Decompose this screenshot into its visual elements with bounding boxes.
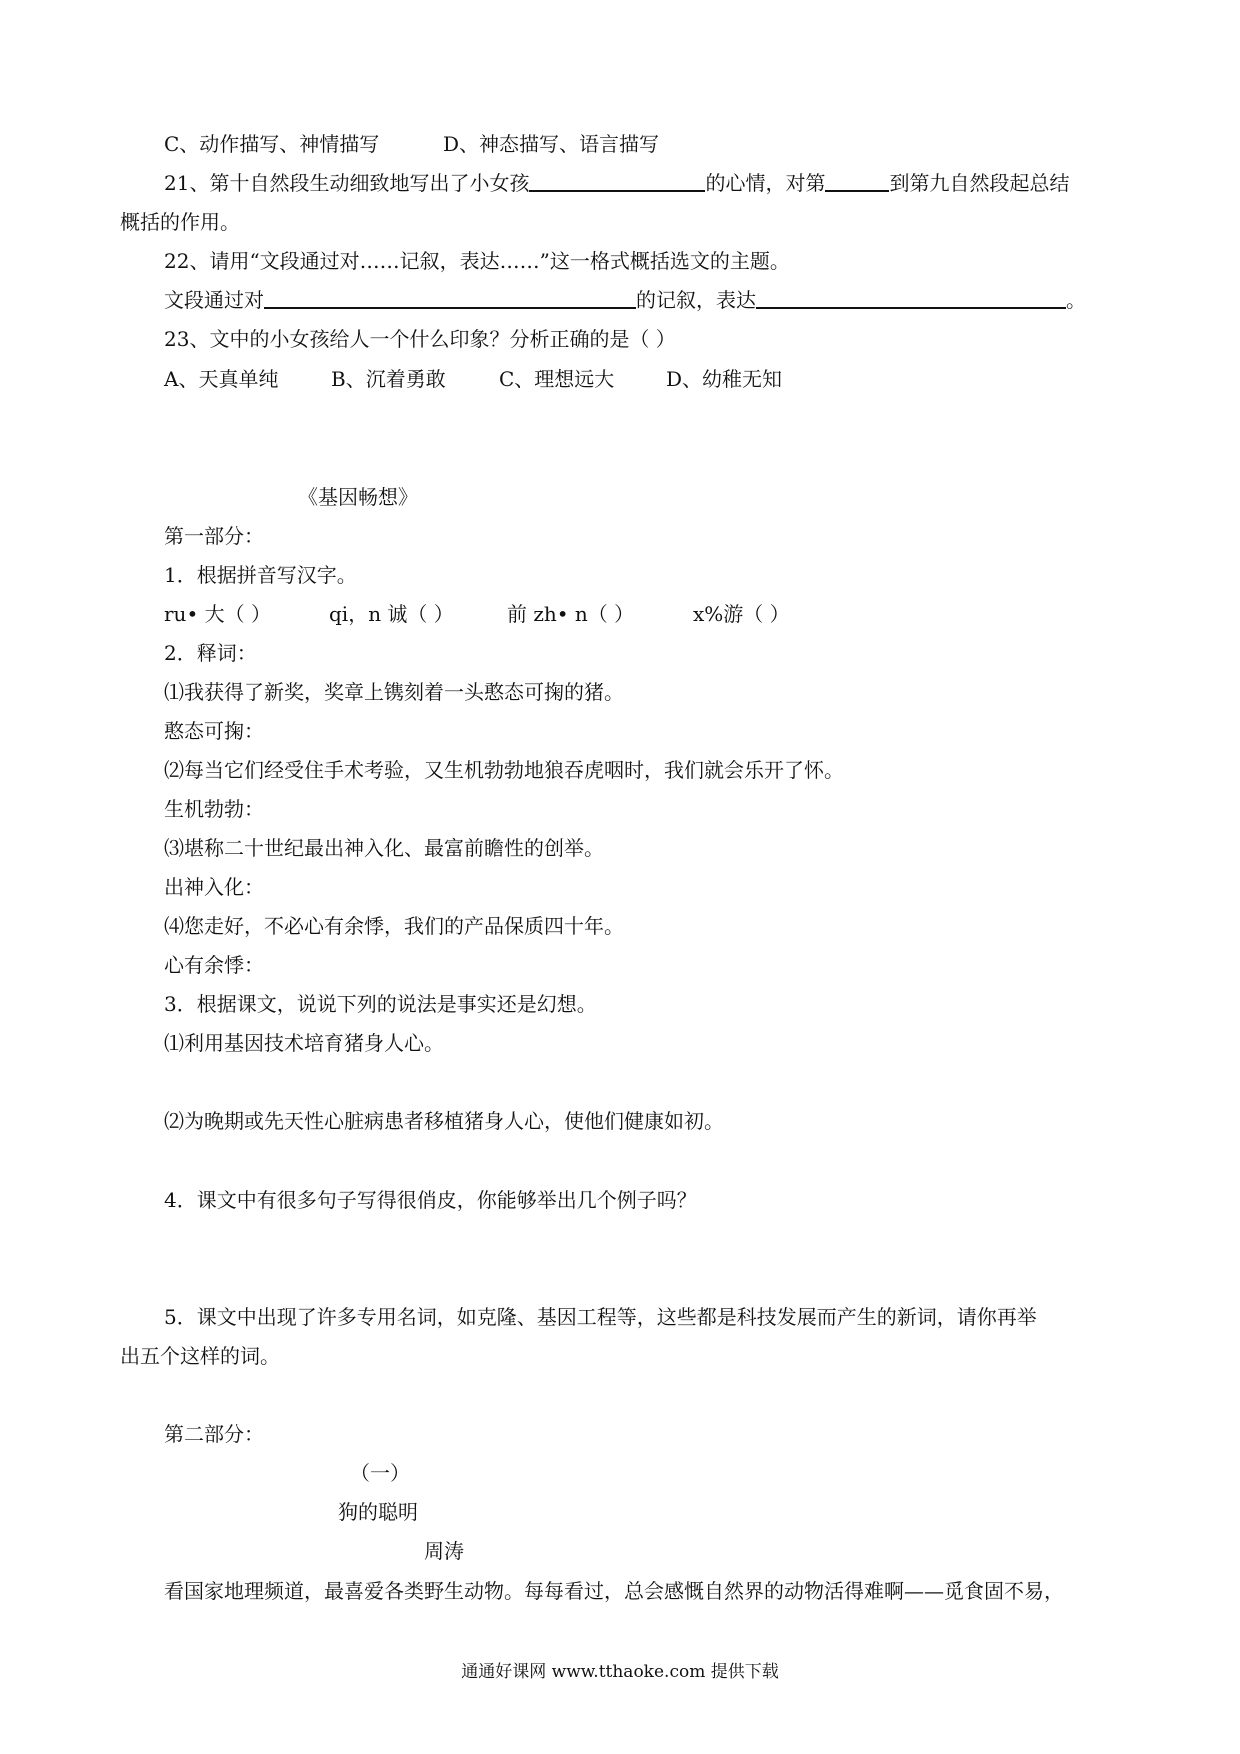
item2-term-3: 出神入化： bbox=[164, 875, 264, 899]
item2-title: 2．释词： bbox=[164, 641, 257, 665]
page-footer: 通通好课网 www.tthaoke.com 提供下载 bbox=[461, 1662, 779, 1682]
item2-term-2: 生机勃勃： bbox=[164, 797, 264, 821]
q22-text-2: 的记叙，表达 bbox=[636, 288, 756, 312]
passage-number: （一） bbox=[350, 1461, 410, 1485]
item2-sentence-4: ⑷您走好，不必心有余悸，我们的产品保质四十年。 bbox=[164, 914, 624, 938]
q21-text-3: 到第九自然段起总结 bbox=[889, 171, 1070, 195]
q21-blank-1[interactable] bbox=[529, 172, 705, 192]
q22-blank-1[interactable] bbox=[264, 289, 636, 309]
item5-line-1: 5．课文中出现了许多专用名词，如克隆、基因工程等，这些都是科技发展而产生的新词，请你再举 bbox=[164, 1305, 1037, 1329]
passage-title: 狗的聪明 bbox=[338, 1500, 418, 1524]
item5-line-2: 出五个这样的词。 bbox=[120, 1344, 280, 1368]
item2-sentence-2: ⑵每当它们经受住手术考验，又生机勃勃地狼吞虎咽时，我们就会乐开了怀。 bbox=[164, 758, 844, 782]
item1-pinyin-1: ru• 大（ ） bbox=[164, 602, 271, 626]
item3-statement-1: ⑴利用基因技术培育猪身人心。 bbox=[164, 1031, 444, 1055]
passage-author: 周涛 bbox=[424, 1539, 464, 1563]
q21-blank-2[interactable] bbox=[825, 172, 889, 192]
item1-title: 1．根据拼音写汉字。 bbox=[164, 563, 357, 587]
q22-text-1: 文段通过对 bbox=[164, 288, 264, 312]
item1-pinyin-3: 前 zh• n（ ） bbox=[507, 602, 635, 626]
item1-pinyin-4: x%游（ ） bbox=[693, 602, 790, 626]
passage-first-line: 看国家地理频道，最喜爱各类野生动物。每每看过，总会感慨自然界的动物活得难啊——觅食固不易， bbox=[164, 1579, 1064, 1603]
part-two-label: 第二部分： bbox=[164, 1422, 264, 1446]
item3-statement-2: ⑵为晚期或先天性心脏病患者移植猪身人心，使他们健康如初。 bbox=[164, 1109, 724, 1133]
q23-option-a: A、天真单纯 bbox=[164, 367, 279, 391]
q22-answer-line bbox=[164, 287, 1086, 313]
q21-line bbox=[164, 170, 1069, 196]
q23-option-c: C、理想远大 bbox=[499, 367, 615, 391]
item3-title: 3．根据课文，说说下列的说法是事实还是幻想。 bbox=[164, 992, 597, 1016]
q21-continuation: 概括的作用。 bbox=[120, 210, 240, 234]
q22-blank-2[interactable] bbox=[756, 289, 1066, 309]
q22-prompt: 22、请用“文段通过对……记叙，表达……”这一格式概括选文的主题。 bbox=[164, 249, 790, 273]
q20-option-d: D、神态描写、语言描写 bbox=[443, 132, 660, 156]
q20-option-c: C、动作描写、神情描写 bbox=[164, 132, 380, 156]
item1-pinyin-2: qi，n 诚（ ） bbox=[329, 602, 454, 626]
item4-question: 4．课文中有很多句子写得很俏皮，你能够举出几个例子吗？ bbox=[164, 1188, 697, 1212]
item2-sentence-3: ⑶堪称二十世纪最出神入化、最富前瞻性的创举。 bbox=[164, 836, 604, 860]
q21-text-1: 21、第十自然段生动细致地写出了小女孩 bbox=[164, 171, 530, 195]
item2-sentence-1: ⑴我获得了新奖，奖章上镌刻着一头憨态可掬的猪。 bbox=[164, 680, 624, 704]
q23-prompt: 23、文中的小女孩给人一个什么印象？分析正确的是（ ） bbox=[164, 327, 676, 351]
q23-option-b: B、沉着勇敢 bbox=[331, 367, 446, 391]
q21-text-2: 的心情，对第 bbox=[705, 171, 826, 195]
item2-term-1: 憨态可掬： bbox=[164, 719, 264, 743]
section-title: 《基因畅想》 bbox=[298, 485, 418, 509]
q22-text-3: 。 bbox=[1066, 288, 1086, 312]
part-one-label: 第一部分： bbox=[164, 524, 264, 548]
item2-term-4: 心有余悸： bbox=[164, 953, 264, 977]
q23-option-d: D、幼稚无知 bbox=[666, 367, 783, 391]
